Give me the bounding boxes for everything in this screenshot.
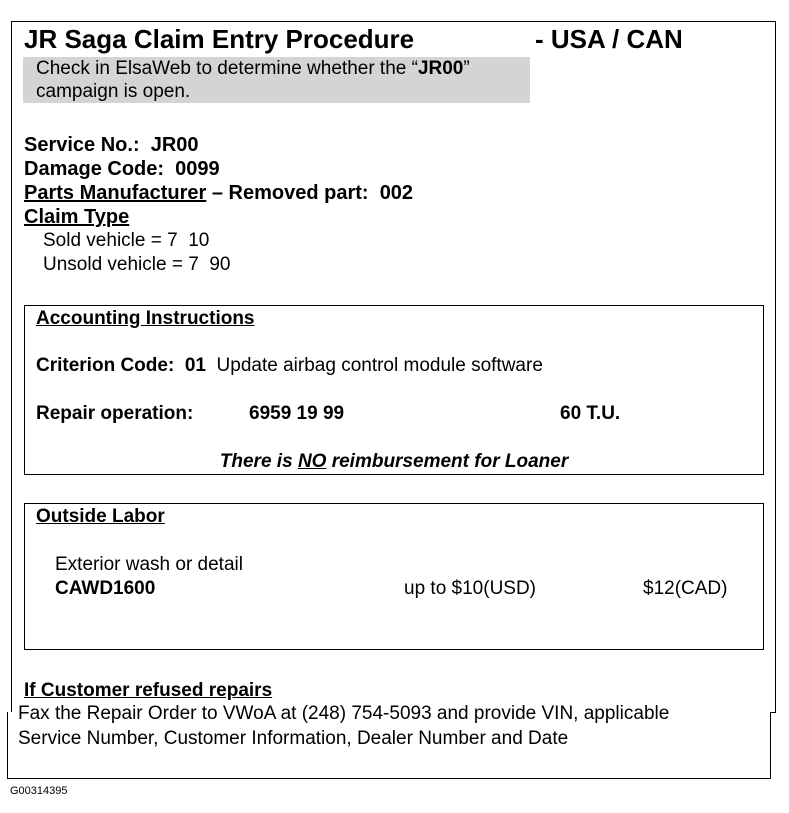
claim-type-heading: Claim Type [24, 206, 130, 228]
damage-code-label: Damage Code: [24, 158, 165, 180]
repair-time-units: 60 T.U. [560, 403, 621, 424]
service-no-value: JR00 [150, 134, 199, 156]
outside-labor-code: CAWD1600 [55, 578, 156, 599]
figure-id-caption: G00314395 [10, 785, 68, 797]
service-no-label: Service No.: [24, 134, 140, 156]
service-number-row [24, 134, 199, 157]
removed-part-label: – Removed part: [211, 182, 369, 204]
removed-part-value: 002 [379, 182, 414, 204]
criterion-code-row [36, 355, 543, 377]
sold-vehicle-claim: Sold vehicle = 7 10 [43, 230, 210, 251]
outside-labor-usd: up to $10(USD) [404, 578, 537, 599]
refused-repairs-line1-clip [18, 705, 758, 723]
criterion-label: Criterion Code: [36, 355, 175, 376]
notice-text-post: ” [463, 58, 470, 79]
accounting-heading: Accounting Instructions [36, 308, 255, 329]
repair-operation-label: Repair operation: [36, 403, 194, 424]
region-title: - USA / CAN [535, 24, 683, 54]
parts-manufacturer-row [24, 182, 413, 205]
page-title: JR Saga Claim Entry Procedure [24, 24, 415, 54]
notice-text-pre: Check in ElsaWeb to determine whether the “ [36, 58, 418, 79]
loaner-no: NO [297, 451, 327, 472]
loaner-notice [0, 451, 788, 473]
repair-operation-code: 6959 19 99 [249, 403, 345, 424]
loaner-text-pre: There is [219, 451, 298, 472]
accounting-instructions-box [24, 305, 764, 475]
damage-code-value: 0099 [175, 158, 220, 180]
loaner-text-post: reimbursement for Loaner [326, 451, 569, 472]
outside-labor-description: Exterior wash or detail [55, 554, 243, 575]
unsold-vehicle-claim: Unsold vehicle = 7 90 [43, 254, 231, 275]
outside-labor-cad: $12(CAD) [643, 578, 728, 599]
criterion-description: Update airbag control module software [216, 355, 543, 376]
campaign-notice-line2: campaign is open. [36, 81, 191, 102]
campaign-notice-line1 [36, 58, 470, 80]
campaign-code: JR00 [417, 58, 464, 79]
refused-repairs-line1: Fax the Repair Order to VWoA at (248) 754-5093 and provide VIN, applicable [18, 705, 670, 723]
damage-code-row [24, 158, 220, 181]
refused-repairs-line2: Service Number, Customer Information, Dealer Number and Date [18, 728, 569, 749]
refused-repairs-heading: If Customer refused repairs [24, 680, 273, 701]
parts-manufacturer-label: Parts Manufacturer [24, 182, 207, 204]
outside-labor-heading: Outside Labor [36, 506, 165, 527]
criterion-code: 01 [184, 355, 206, 376]
